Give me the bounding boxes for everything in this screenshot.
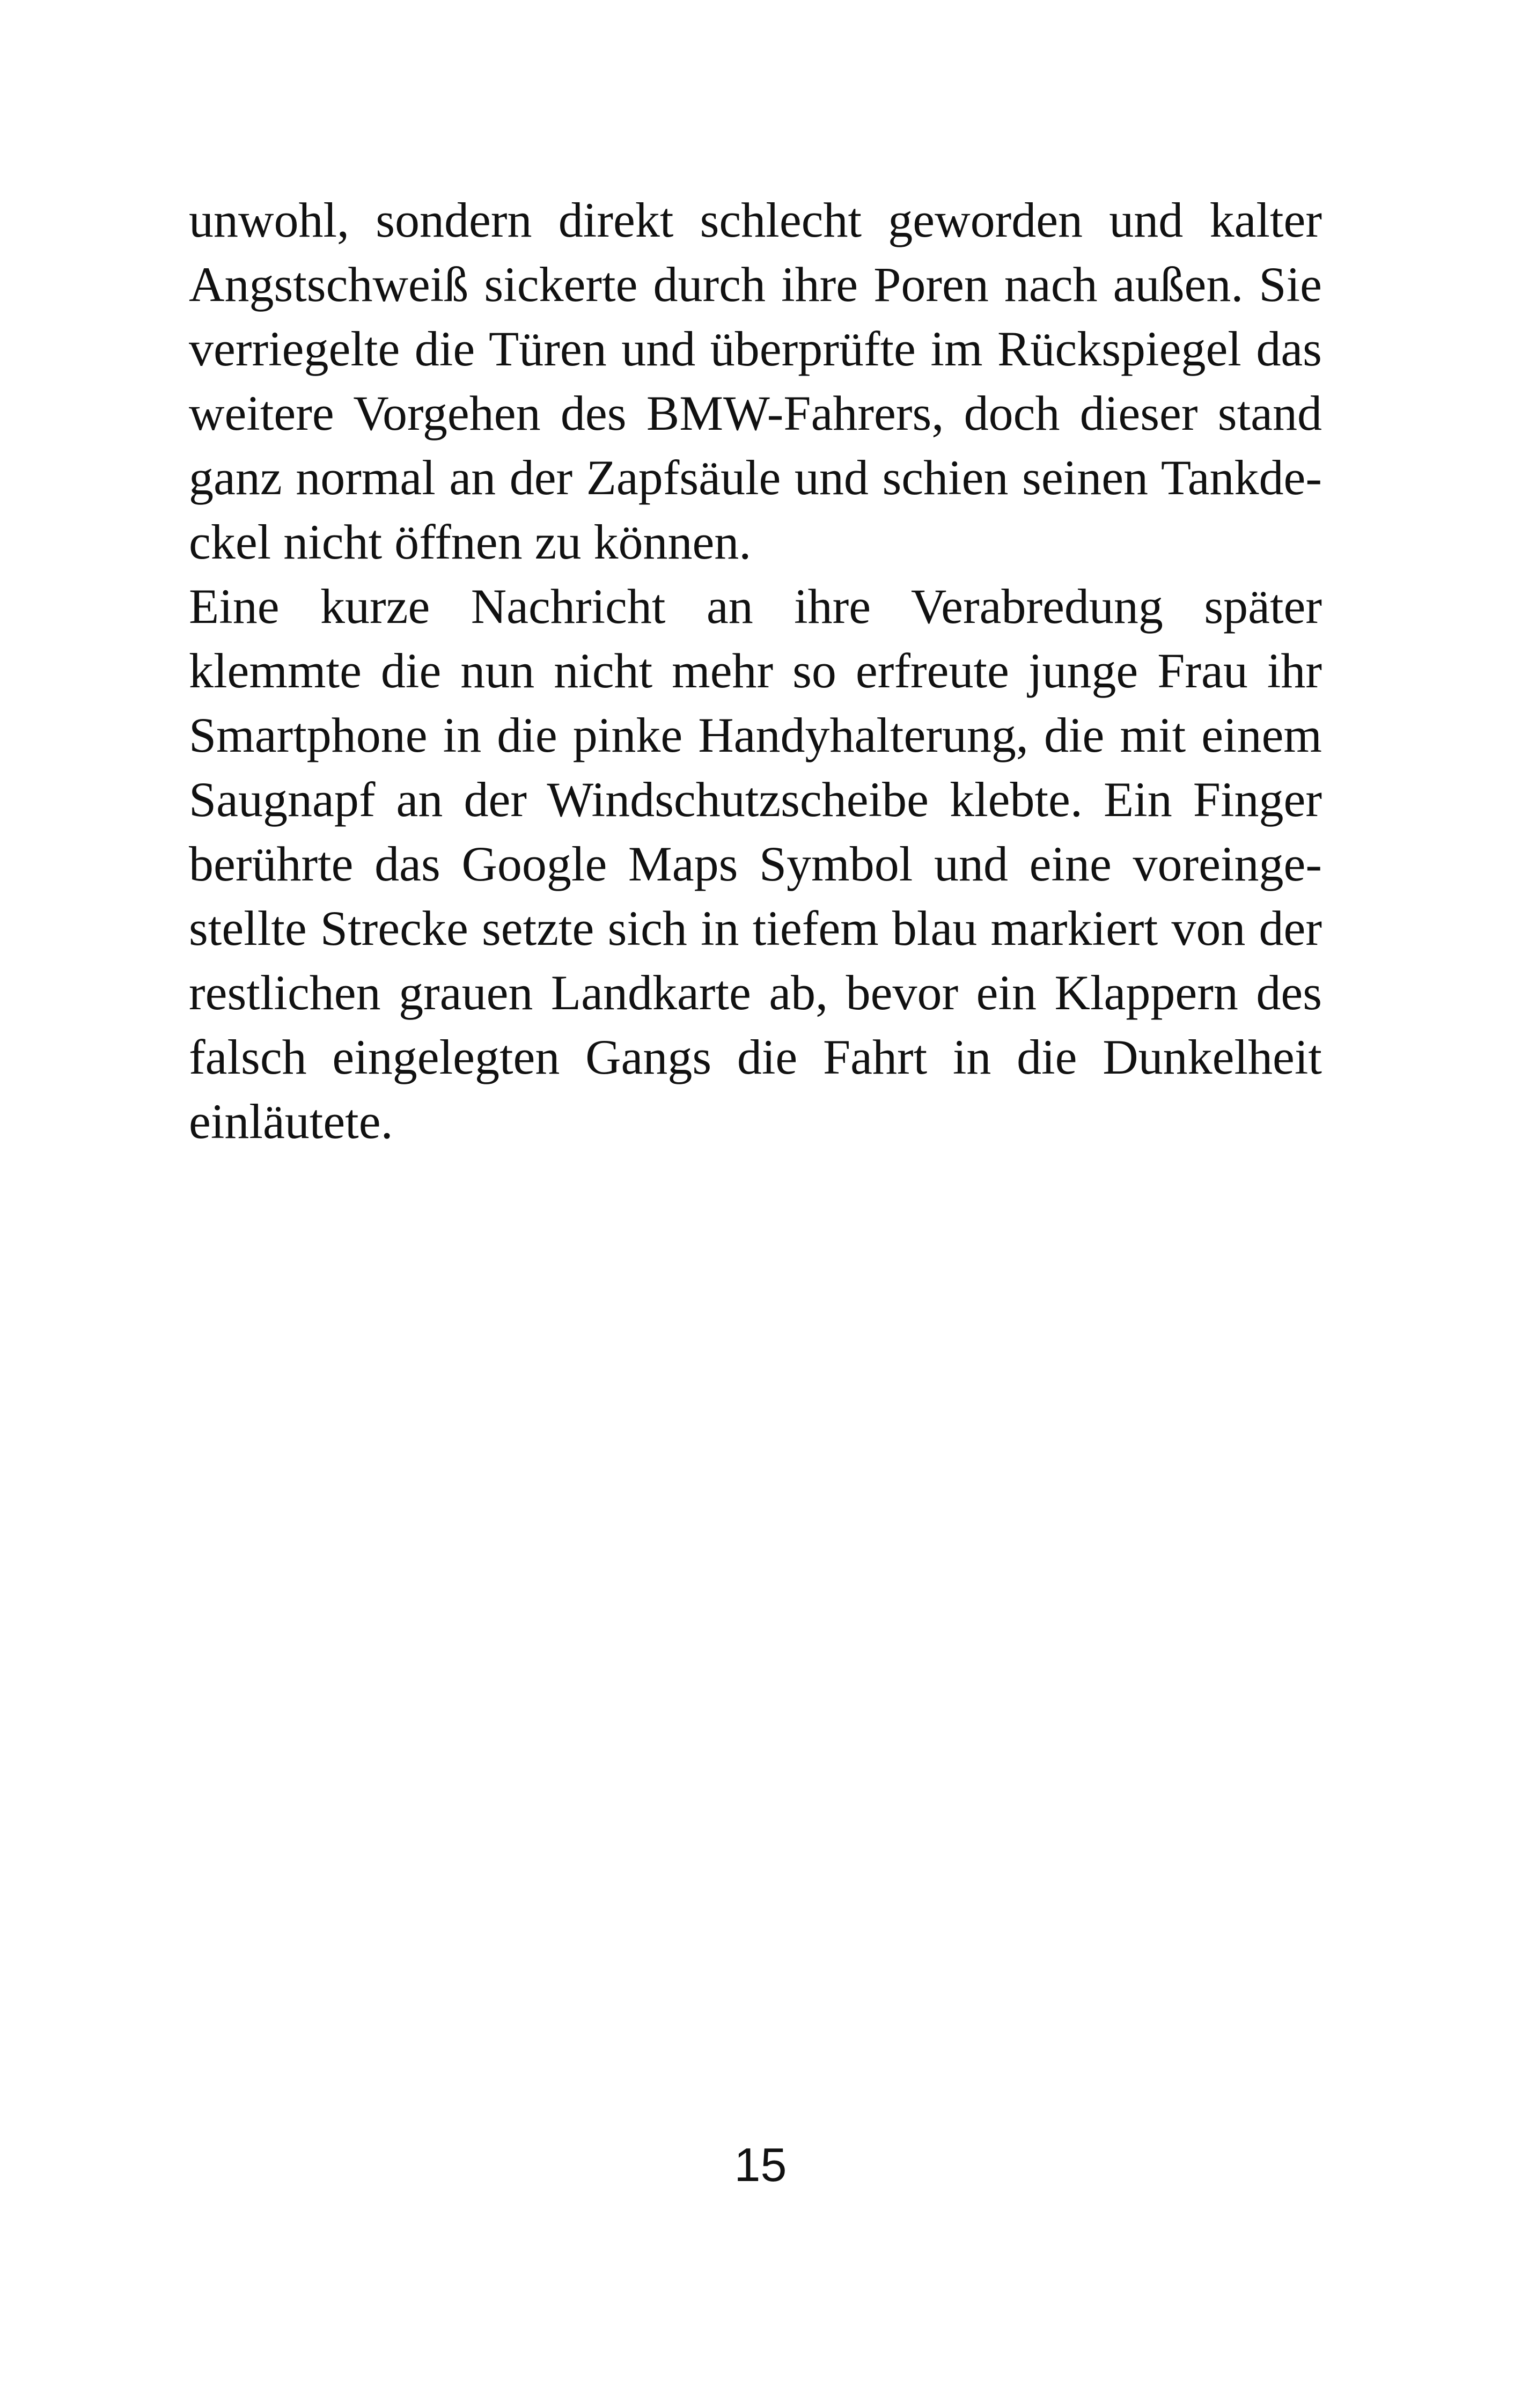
text-line: Smartphone in die pinke Handyhalterung, die mit einem xyxy=(189,708,1322,762)
text-line: stellte Strecke setzte sich in tiefem blau markiert von der xyxy=(189,901,1322,956)
text-line: verriegelte die Türen und überprüfte im Rückspiegel das xyxy=(189,321,1322,376)
text-line: Saugnapf an der Windschutzscheibe klebte. Ein Finger xyxy=(189,772,1322,827)
text-line: weitere Vorgehen des BMW-Fahrers, doch dieser stand xyxy=(189,386,1322,441)
page-number: 15 xyxy=(734,2138,787,2191)
text-line: berührte das Google Maps Symbol und eine voreinge- xyxy=(189,836,1322,891)
text-line: restlichen grauen Landkarte ab, bevor ein Klappern des xyxy=(189,965,1322,1020)
text-line: ckel nicht öffnen zu können. xyxy=(189,515,752,569)
text-line: einläutete. xyxy=(189,1094,393,1149)
body-text xyxy=(189,188,1322,1154)
text-line: ganz normal an der Zapfsäule und schien seinen Tankde- xyxy=(189,450,1322,505)
text-line: Eine kurze Nachricht an ihre Verabredung später xyxy=(189,579,1322,634)
text-line: Angstschweiß sickerte durch ihre Poren nach außen. Sie xyxy=(189,257,1322,312)
text-line: unwohl, sondern direkt schlecht geworden und kalter xyxy=(189,193,1322,247)
text-line: falsch eingelegten Gangs die Fahrt in die Dunkelheit xyxy=(189,1030,1322,1084)
text-line: klemmte die nun nicht mehr so erfreute junge Frau ihr xyxy=(189,643,1322,698)
